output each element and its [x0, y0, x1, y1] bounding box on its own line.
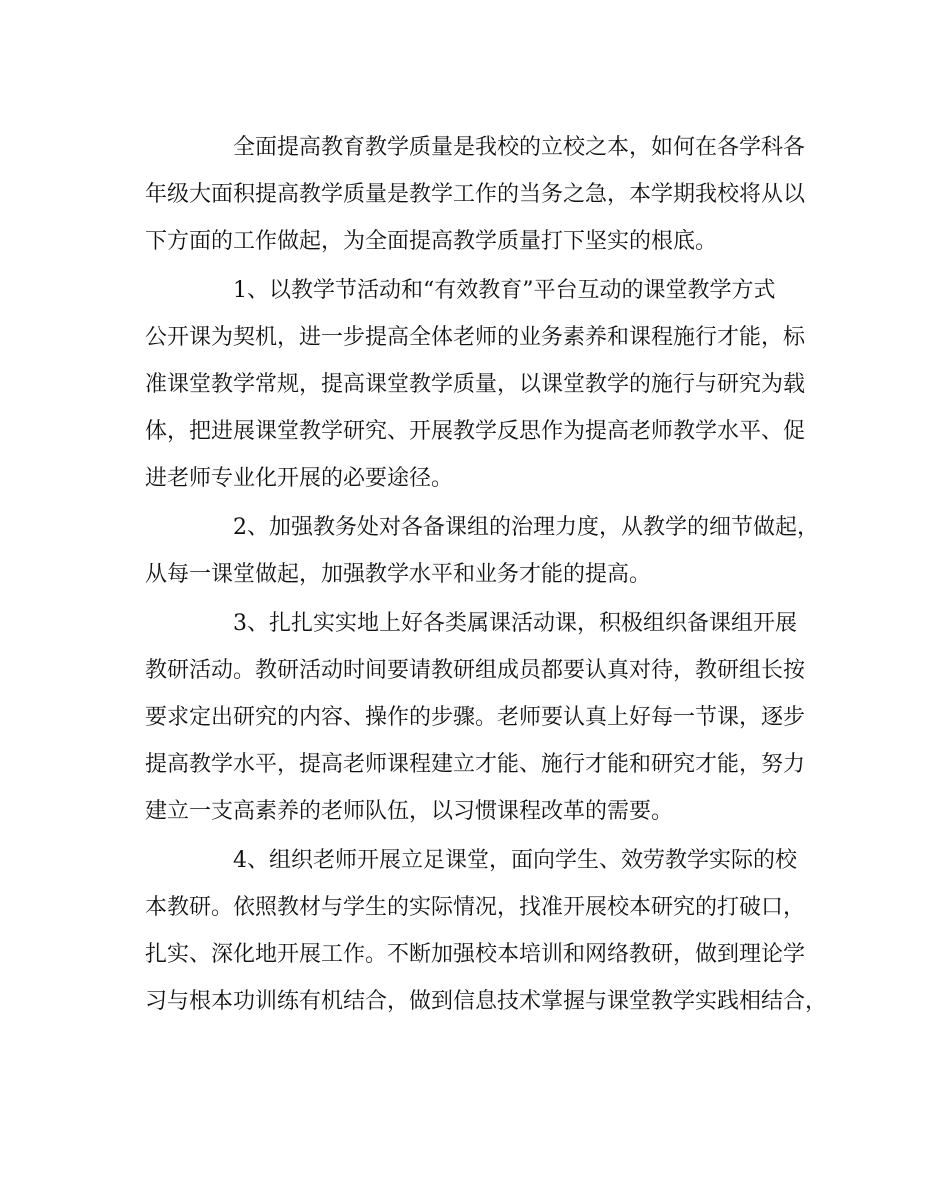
text-line: 体，把进展课堂教学研究、开展教学反思作为提高老师教学水平、促	[145, 419, 806, 444]
text-line: 扎实、深化地开展工作。不断加强校本培训和网络教研，做到理论学	[145, 942, 806, 967]
text-line: 年级大面积提高教学质量是教学工作的当务之急，本学期我校将从以	[145, 182, 806, 207]
text-line: 教研活动。教研活动时间要请教研组成员都要认真对待，教研组长按	[145, 658, 806, 683]
text-line: 本教研。依照教材与学生的实际情况，找准开展校本研究的打破口，	[145, 895, 806, 920]
text-line: 公开课为契机，进一步提高全体老师的业务素养和课程施行才能，标	[145, 325, 806, 350]
text-line: 提高教学水平，提高老师课程建立才能、施行才能和研究才能，努力	[145, 752, 806, 777]
document-body	[145, 130, 828, 1031]
paragraph-item-2	[145, 510, 819, 604]
text-line: 习与根本功训练有机结合，做到信息技术掌握与课堂教学实践相结合，	[145, 989, 828, 1014]
text-line: 要求定出研究的内容、操作的步骤。老师要认真上好每一节课，逐步	[145, 705, 806, 730]
paragraph-item-3	[145, 606, 810, 841]
text-line: 1、以教学节活动和“有效教育”平台互动的课堂教学方式	[233, 278, 776, 303]
text-line: 下方面的工作做起，为全面提高教学质量打下坚实的根底。	[145, 229, 718, 254]
paragraph-item-4	[145, 843, 828, 1031]
text-line: 准课堂教学常规，提高课堂教学质量，以课堂教学的施行与研究为载	[145, 372, 806, 397]
text-line: 3、扎扎实实地上好各类属课活动课，积极组织备课组开展	[233, 611, 797, 636]
text-line: 4、组织老师开展立足课堂，面向学生、效劳教学实际的校	[233, 848, 797, 873]
paragraph-intro	[145, 130, 810, 271]
text-line: 全面提高教育教学质量是我校的立校之本，如何在各学科各	[233, 135, 806, 160]
text-line: 建立一支高素养的老师队伍，以习惯课程改革的需要。	[145, 799, 674, 824]
text-line: 2、加强教务处对各备课组的治理力度，从教学的细节做起，	[233, 515, 819, 540]
paragraph-item-1	[145, 273, 810, 508]
text-line: 进老师专业化开展的必要途径。	[145, 466, 454, 491]
text-line: 从每一课堂做起，加强教学水平和业务才能的提高。	[145, 562, 652, 587]
